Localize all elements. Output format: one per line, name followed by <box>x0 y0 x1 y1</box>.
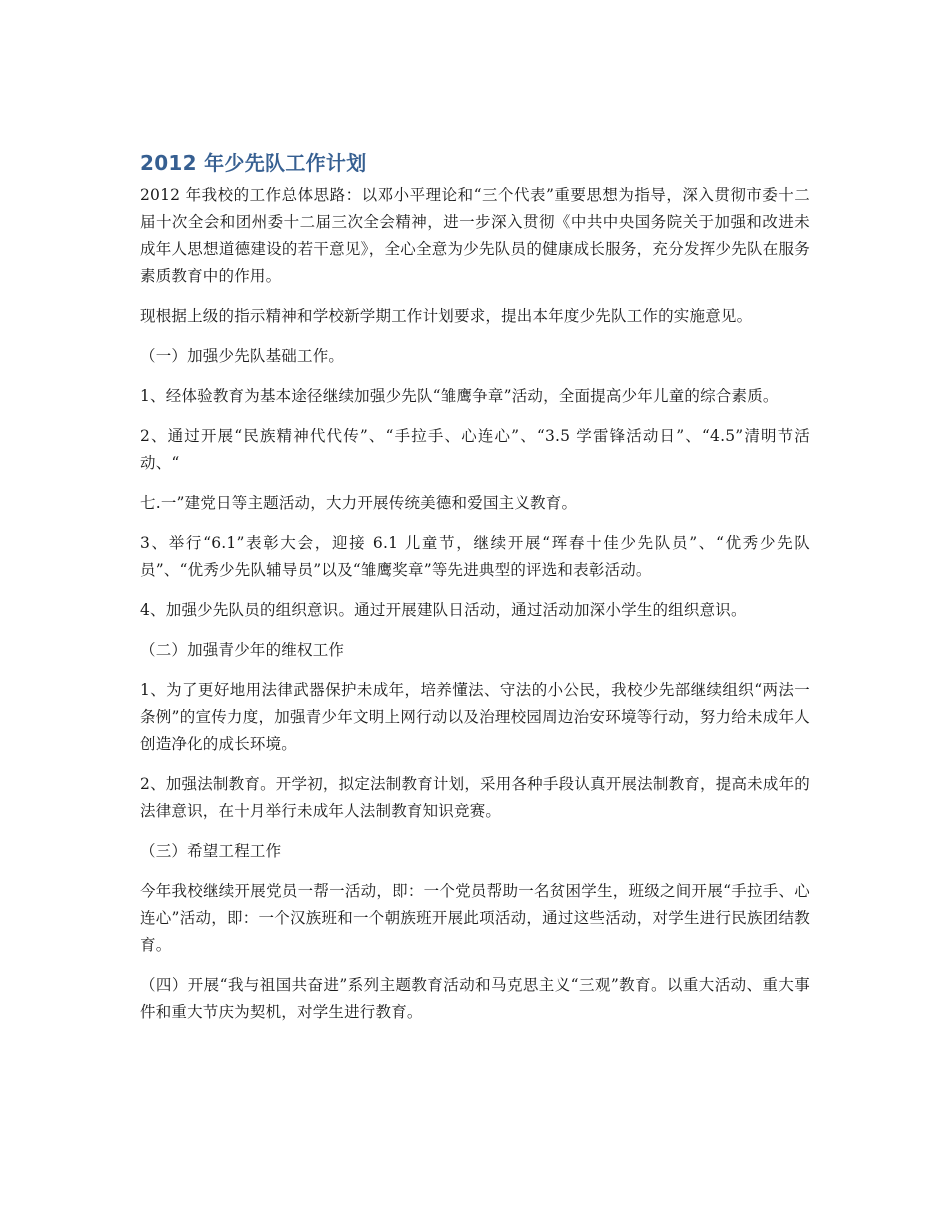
section-heading-4: （四）开展“我与祖国共奋进”系列主题教育活动和马克思主义“三观”教育。以重大活动、重大事件和重大节庆为契机，对学生进行教育。 <box>140 976 810 1021</box>
paragraph-hope-project: 今年我校继续开展党员一帮一活动，即：一个党员帮助一名贫困学生，班级之间开展“手拉手、心连心”活动，即：一个汉族班和一个朝族班开展此项活动，通过这些活动，对学生进行民族团结教育。 <box>140 882 810 954</box>
document-title: 2012 年少先队工作计划 <box>140 151 367 175</box>
list-item: 1、经体验教育为基本途径继续加强少先队“雏鹰争章”活动，全面提高少年儿童的综合素质。 <box>140 387 779 405</box>
document-page <box>140 148 810 1039</box>
list-item: 2、加强法制教育。开学初，拟定法制教育计划，采用各种手段认真开展法制教育，提高未成年的法律意识，在十月举行未成年人法制教育知识竞赛。 <box>140 775 810 820</box>
section-heading-3: （三）希望工程工作 <box>140 842 282 860</box>
list-item: 2、通过开展“民族精神代代传”、“手拉手、心连心”、“3.5 学雷锋活动日”、“4.5”清明节活动、“ <box>140 427 810 472</box>
paragraph-implementation-intro: 现根据上级的指示精神和学校新学期工作计划要求，提出本年度少先队工作的实施意见。 <box>140 307 753 325</box>
section-heading-2: （二）加强青少年的维权工作 <box>140 641 345 659</box>
section-heading-1: （一）加强少先队基础工作。 <box>140 347 345 365</box>
list-item: 3、举行“6.1”表彰大会，迎接 6.1 儿童节，继续开展“珲春十佳少先队员”、“优秀少先队员”、“优秀少先队辅导员”以及“雏鹰奖章”等先进典型的评选和表彰活动。 <box>140 534 810 579</box>
list-item: 4、加强少先队员的组织意识。通过开展建队日活动，通过活动加深小学生的组织意识。 <box>140 601 747 619</box>
list-item: 1、为了更好地用法律武器保护未成年，培养懂法、守法的小公民，我校少先部继续组织“两法一条例”的宣传力度，加强青少年文明上网行动以及治理校园周边治安环境等行动，努力给未成年人创造净化的成长环境。 <box>140 681 810 753</box>
list-item-continuation: 七.一”建党日等主题活动，大力开展传统美德和爱国主义教育。 <box>140 494 578 512</box>
paragraph-overall-approach: 2012 年我校的工作总体思路：以邓小平理论和“三个代表”重要思想为指导，深入贯彻市委十二届十次全会和团州委十二届三次全会精神，进一步深入贯彻《中共中央国务院关于加强和改进未成年人思想道德建设的若干意见》，全心全意为少先队员的健康成长服务，充分发挥少先队在服务素质教育中的作用。 <box>140 186 810 285</box>
